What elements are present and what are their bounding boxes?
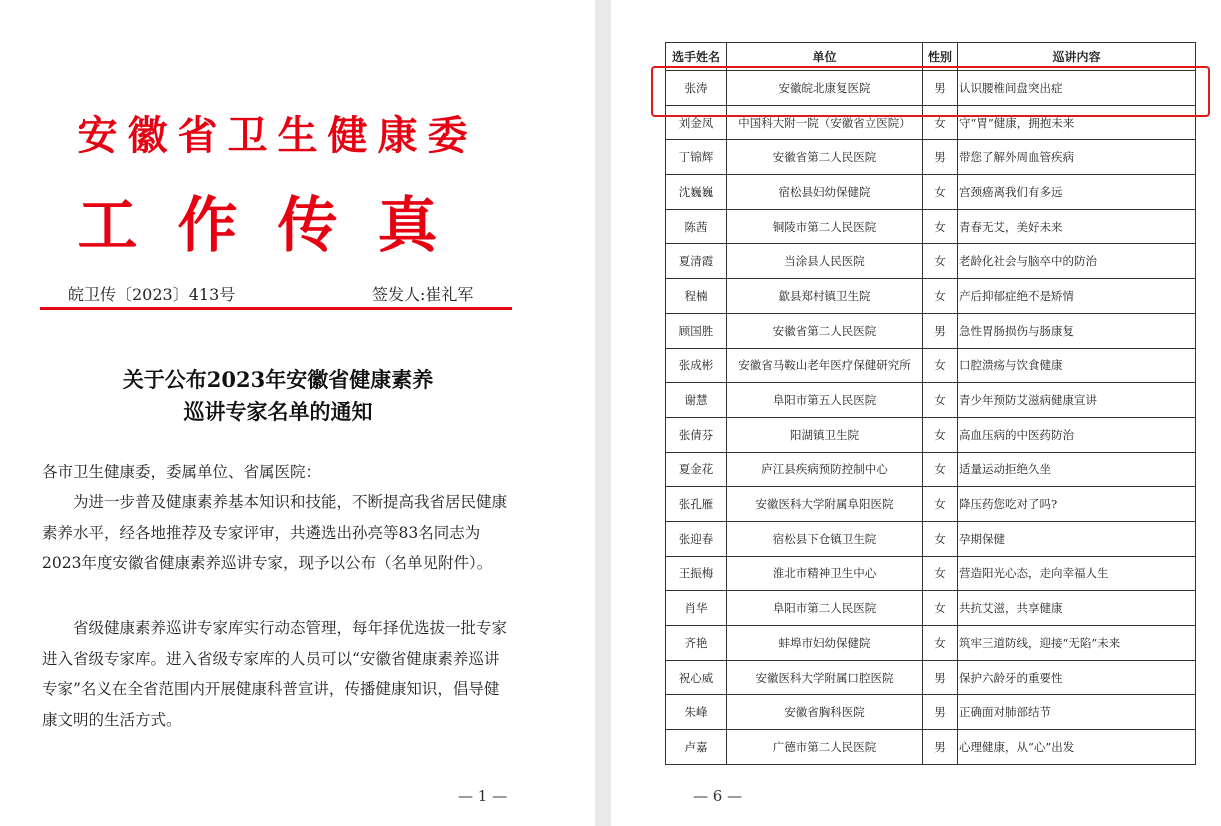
cell-name: 顾国胜: [666, 313, 727, 348]
table-row: [666, 660, 1196, 695]
cell-topic: 孕期保健: [958, 521, 1196, 556]
cell-gender: 男: [923, 140, 958, 175]
cell-name: 陈茜: [666, 209, 727, 244]
cell-name: 齐艳: [666, 626, 727, 661]
cell-unit: 阜阳市第五人民医院: [727, 383, 923, 418]
cell-topic: 宫颈癌离我们有多远: [958, 175, 1196, 210]
cell-topic: 筑牢三道防线，迎接“无陷”未来: [958, 626, 1196, 661]
cell-unit: 阳湖镇卫生院: [727, 417, 923, 452]
cell-unit: 安徽省胸科医院: [727, 695, 923, 730]
document-page-right: [611, 0, 1221, 826]
cell-topic: 共抗艾滋，共享健康: [958, 591, 1196, 626]
body-paragraph-1: 为进一步普及健康素养基本知识和技能，不断提高我省居民健康素养水平，经各地推荐及专家评审，共遴选出孙亮等83名同志为2023年度安徽省健康素养巡讲专家，现予以公布（名单见附件）。: [42, 493, 508, 572]
cell-unit: 宿松县下仓镇卫生院: [727, 521, 923, 556]
document-number: 皖卫传〔2023〕413号: [68, 285, 236, 304]
cell-topic: 青少年预防艾滋病健康宣讲: [958, 383, 1196, 418]
cell-unit: 当涂县人民医院: [727, 244, 923, 279]
cell-gender: 女: [923, 487, 958, 522]
cell-unit: 中国科大附一院（安徽省立医院）: [727, 105, 923, 140]
body-paragraph-2: 省级健康素养巡讲专家库实行动态管理，每年择优选拔一批专家进入省级专家库。进入省级专家库的人员可以“安徽省健康素养巡讲专家”名义在全省范围内开展健康科普宣讲，传播健康知识，倡导健康文明的生活方式。: [42, 619, 508, 729]
signer: 签发人:崔礼军: [372, 285, 474, 304]
cell-gender: 男: [923, 695, 958, 730]
cell-topic: 带您了解外周血管疾病: [958, 140, 1196, 175]
cell-unit: 庐江县疾病预防控制中心: [727, 452, 923, 487]
cell-name: 程楠: [666, 279, 727, 314]
table-row: [666, 695, 1196, 730]
cell-gender: 女: [923, 105, 958, 140]
header-topic: 巡讲内容: [958, 43, 1196, 71]
cell-name: 丁锦辉: [666, 140, 727, 175]
cell-unit: 安徽省第二人民医院: [727, 140, 923, 175]
cell-name: 张迎春: [666, 521, 727, 556]
cell-gender: 女: [923, 556, 958, 591]
table-row: [666, 452, 1196, 487]
cell-gender: 女: [923, 279, 958, 314]
agency-header: 安徽省卫生健康委: [77, 112, 478, 159]
notice-title-line1: 关于公布2023年安徽省健康素养: [122, 367, 434, 392]
cell-name: 谢慧: [666, 383, 727, 418]
expert-roster-table: [665, 42, 1196, 765]
cell-topic: 急性胃肠损伤与肠康复: [958, 313, 1196, 348]
table-row: [666, 279, 1196, 314]
cell-unit: 铜陵市第二人民医院: [727, 209, 923, 244]
highlight-box: [651, 66, 1210, 117]
cell-topic: 保护六龄牙的重要性: [958, 660, 1196, 695]
cell-gender: 女: [923, 209, 958, 244]
cell-gender: 男: [923, 660, 958, 695]
cell-name: 肖华: [666, 591, 727, 626]
table-row: [666, 244, 1196, 279]
cell-name: 张孔雁: [666, 487, 727, 522]
table-row: [666, 556, 1196, 591]
cell-name: 王振梅: [666, 556, 727, 591]
cell-unit: 歙县郑村镇卫生院: [727, 279, 923, 314]
cell-topic: 口腔溃疡与饮食健康: [958, 348, 1196, 383]
notice-title-line2: 巡讲专家名单的通知: [183, 399, 373, 424]
cell-gender: 女: [923, 348, 958, 383]
document-page-left: [0, 0, 595, 826]
table-row: [666, 591, 1196, 626]
cell-unit: 蚌埠市妇幼保健院: [727, 626, 923, 661]
table-row: [666, 348, 1196, 383]
document-type-header: 工作传真: [77, 191, 478, 261]
cell-topic: 适量运动拒绝久坐: [958, 452, 1196, 487]
salutation: 各市卫生健康委，委属单位、省属医院：: [42, 463, 322, 481]
table-row: [666, 626, 1196, 661]
cell-topic: 产后抑郁症绝不是矫情: [958, 279, 1196, 314]
cell-topic: 降压药您吃对了吗?: [958, 487, 1196, 522]
table-row: [666, 730, 1196, 765]
cell-topic: 守“胃”健康，拥抱未来: [958, 105, 1196, 140]
cell-gender: 女: [923, 175, 958, 210]
cell-unit: 安徽医科大学附属阜阳医院: [727, 487, 923, 522]
cell-gender: 男: [923, 71, 958, 106]
cell-gender: 女: [923, 383, 958, 418]
cell-name: 刘金凤: [666, 105, 727, 140]
cell-gender: 女: [923, 417, 958, 452]
cell-topic: 青春无艾，美好未来: [958, 209, 1196, 244]
header-name: 选手姓名: [666, 43, 727, 71]
cell-name: 夏金花: [666, 452, 727, 487]
cell-unit: 安徽医科大学附属口腔医院: [727, 660, 923, 695]
cell-unit: 阜阳市第二人民医院: [727, 591, 923, 626]
cell-unit: 安徽省马鞍山老年医疗保健研究所: [727, 348, 923, 383]
cell-unit: 广德市第二人民医院: [727, 730, 923, 765]
cell-gender: 女: [923, 626, 958, 661]
page-number-left: — 1 —: [458, 787, 508, 805]
header-unit: 单位: [727, 43, 923, 71]
cell-topic: 高血压病的中医药防治: [958, 417, 1196, 452]
table-row: [666, 521, 1196, 556]
cell-name: 夏清霞: [666, 244, 727, 279]
cell-name: 张倩芬: [666, 417, 727, 452]
cell-gender: 男: [923, 313, 958, 348]
cell-gender: 男: [923, 730, 958, 765]
red-divider: [40, 307, 512, 310]
cell-name: 朱峰: [666, 695, 727, 730]
cell-gender: 女: [923, 521, 958, 556]
cell-gender: 女: [923, 591, 958, 626]
cell-name: 张涛: [666, 71, 727, 106]
cell-gender: 女: [923, 452, 958, 487]
cell-name: 卢嘉: [666, 730, 727, 765]
table-row: [666, 175, 1196, 210]
cell-unit: 安徽省第二人民医院: [727, 313, 923, 348]
table-row: [666, 313, 1196, 348]
header-gender: 性别: [923, 43, 958, 71]
cell-unit: 安徽皖北康复医院: [727, 71, 923, 106]
cell-name: 沈巍巍: [666, 175, 727, 210]
cell-topic: 营造阳光心态，走向幸福人生: [958, 556, 1196, 591]
cell-topic: 老龄化社会与脑卒中的防治: [958, 244, 1196, 279]
page-number-right: — 6 —: [693, 787, 743, 805]
cell-topic: 心理健康，从“心”出发: [958, 730, 1196, 765]
cell-name: 张成彬: [666, 348, 727, 383]
table-row: [666, 209, 1196, 244]
table-row: [666, 487, 1196, 522]
cell-topic: 认识腰椎间盘突出症: [958, 71, 1196, 106]
table-row: [666, 417, 1196, 452]
table-row: [666, 140, 1196, 175]
table-row: [666, 383, 1196, 418]
cell-name: 祝心威: [666, 660, 727, 695]
cell-unit: 淮北市精神卫生中心: [727, 556, 923, 591]
cell-gender: 女: [923, 244, 958, 279]
cell-topic: 正确面对肺部结节: [958, 695, 1196, 730]
cell-unit: 宿松县妇幼保健院: [727, 175, 923, 210]
